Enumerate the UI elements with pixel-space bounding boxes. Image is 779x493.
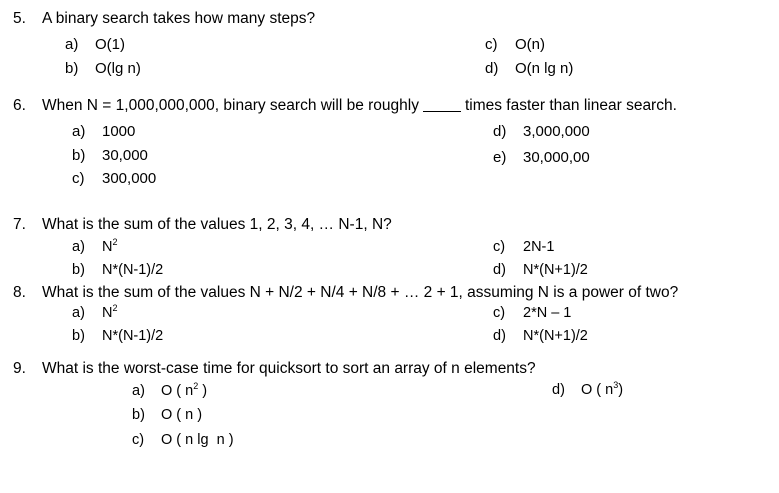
q7-option-b-letter: b) bbox=[72, 262, 85, 278]
question-5-number: 5. bbox=[13, 10, 26, 27]
question-6-text-before: When N = 1,000,000,000, binary search will be roughly bbox=[42, 97, 419, 114]
question-9-text: What is the worst-case time for quicksort to sort an array of n elements? bbox=[42, 360, 536, 377]
q7-option-a-text bbox=[102, 237, 118, 255]
q6-option-d-text: 3,000,000 bbox=[523, 123, 590, 140]
question-7-number: 7. bbox=[13, 216, 26, 233]
q8-option-a-exponent: 2 bbox=[112, 303, 118, 313]
q5-option-a-text: O(1) bbox=[95, 36, 125, 53]
q9-option-d-post: ) bbox=[618, 382, 624, 398]
q8-option-c-text: 2*N – 1 bbox=[523, 305, 572, 321]
q6-option-b-text: 30,000 bbox=[102, 147, 148, 164]
q7-option-c-letter: c) bbox=[493, 239, 506, 255]
question-7-text: What is the sum of the values 1, 2, 3, 4, … N-1, N? bbox=[42, 216, 392, 233]
q7-option-c-text: 2N-1 bbox=[523, 239, 555, 255]
q5-option-c-text: O(n) bbox=[515, 36, 545, 53]
q5-option-b-text: O(lg n) bbox=[95, 60, 141, 77]
q8-option-b-text: N*(N-1)/2 bbox=[102, 328, 164, 344]
q6-option-c-text: 300,000 bbox=[102, 170, 157, 187]
q9-option-b-text: O ( n ) bbox=[161, 407, 203, 423]
q8-option-c-letter: c) bbox=[493, 305, 506, 321]
q9-option-c-text: O ( n lg n ) bbox=[161, 432, 234, 448]
q6-option-e-letter: e) bbox=[493, 149, 507, 166]
question-6-text bbox=[42, 98, 677, 114]
q9-option-d-pre: O ( n bbox=[581, 382, 614, 398]
q6-option-a-text: 1000 bbox=[102, 123, 136, 140]
q9-option-b-letter: b) bbox=[132, 407, 145, 423]
question-5-text: A binary search takes how many steps? bbox=[42, 10, 316, 27]
q7-option-a-base: N bbox=[102, 239, 113, 255]
q6-option-b-letter: b) bbox=[72, 147, 86, 164]
q5-option-a-letter: a) bbox=[65, 36, 79, 53]
q5-option-c-letter: c) bbox=[485, 36, 498, 53]
q9-option-a-exponent: 2 bbox=[193, 381, 199, 391]
q8-option-a-text bbox=[102, 303, 118, 321]
question-8-number: 8. bbox=[13, 284, 26, 301]
q9-option-c-letter: c) bbox=[132, 432, 145, 448]
q6-option-e-text: 30,000,00 bbox=[523, 149, 590, 166]
answer-blank bbox=[423, 111, 461, 112]
q9-option-a-letter: a) bbox=[132, 383, 145, 399]
q7-option-a-letter: a) bbox=[72, 239, 85, 255]
q9-option-d-letter: d) bbox=[552, 382, 565, 398]
q6-option-a-letter: a) bbox=[72, 123, 86, 140]
q8-option-a-letter: a) bbox=[72, 305, 85, 321]
q8-option-d-text: N*(N+1)/2 bbox=[523, 328, 588, 344]
q7-option-d-text: N*(N+1)/2 bbox=[523, 262, 588, 278]
q9-option-a-pre: O ( n bbox=[161, 383, 194, 399]
q9-option-d-exponent: 3 bbox=[613, 380, 619, 390]
q9-option-a-text bbox=[161, 381, 208, 399]
q9-option-a-post: ) bbox=[198, 383, 208, 399]
question-6-text-after: times faster than linear search. bbox=[464, 97, 677, 114]
q9-option-d-text bbox=[581, 380, 624, 398]
q8-option-b-letter: b) bbox=[72, 328, 85, 344]
question-8-text: What is the sum of the values N + N/2 + N/4 + N/8 + … 2 + 1, assuming N is a power of two? bbox=[42, 284, 679, 301]
q5-option-d-text: O(n lg n) bbox=[515, 60, 574, 77]
question-6-number: 6. bbox=[13, 97, 26, 114]
q5-option-b-letter: b) bbox=[65, 60, 79, 77]
q7-option-a-exponent: 2 bbox=[112, 237, 118, 247]
q7-option-b-text: N*(N-1)/2 bbox=[102, 262, 164, 278]
q8-option-d-letter: d) bbox=[493, 328, 506, 344]
q5-option-d-letter: d) bbox=[485, 60, 499, 77]
q8-option-a-base: N bbox=[102, 305, 113, 321]
q6-option-d-letter: d) bbox=[493, 123, 507, 140]
q7-option-d-letter: d) bbox=[493, 262, 506, 278]
question-9-number: 9. bbox=[13, 360, 26, 377]
q6-option-c-letter: c) bbox=[72, 170, 85, 187]
